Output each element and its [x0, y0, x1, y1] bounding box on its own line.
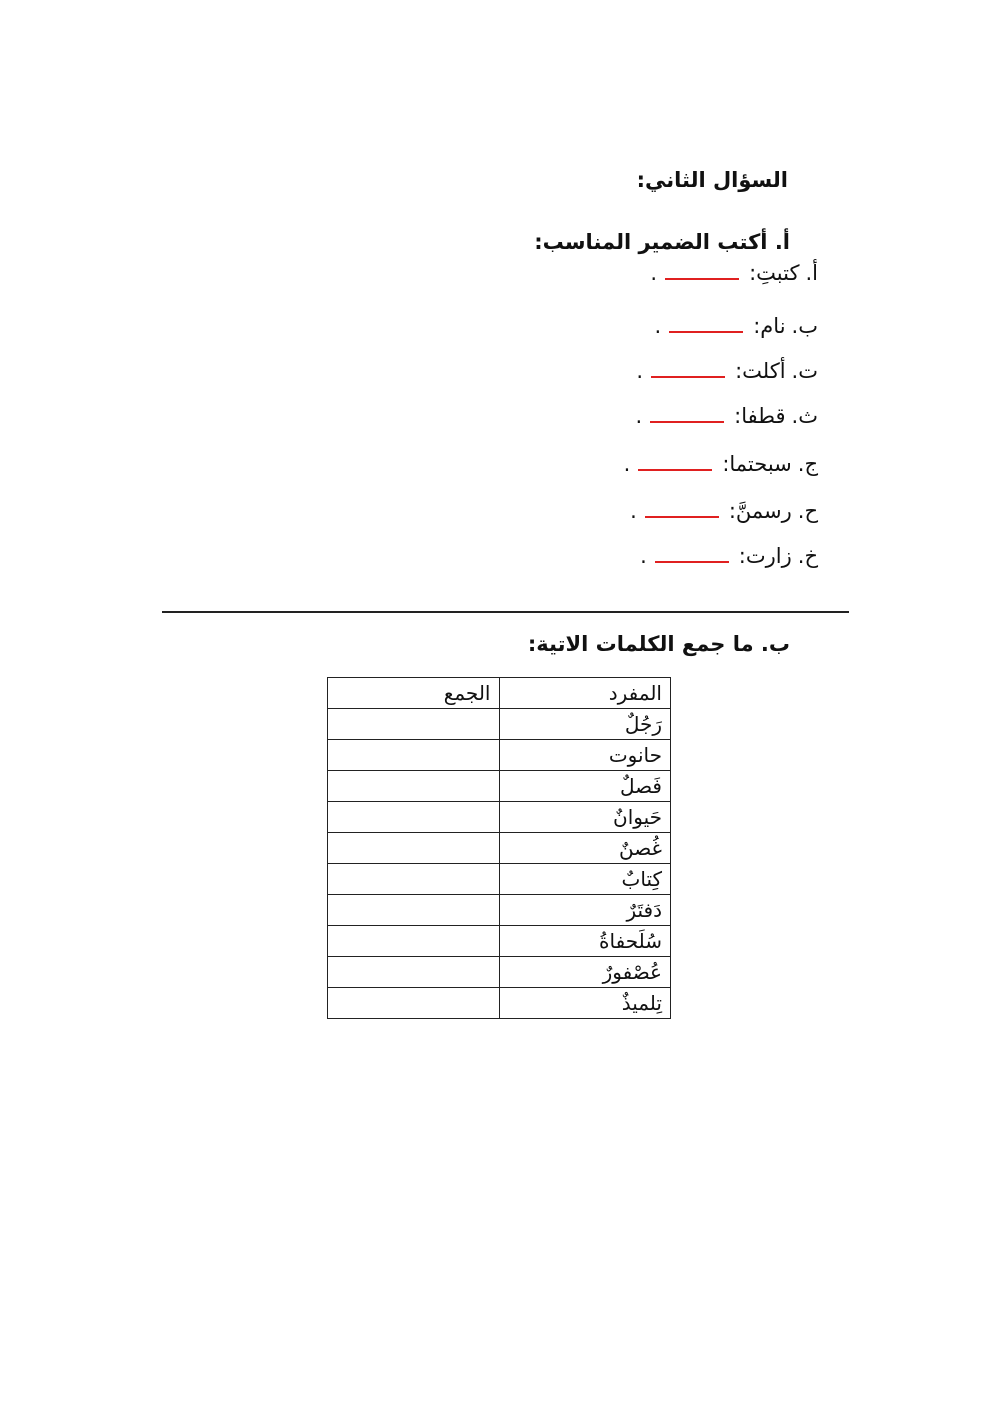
table-row: [328, 802, 671, 833]
answer-blank[interactable]: [665, 258, 739, 280]
end-mark: .: [630, 499, 637, 523]
item-prefix: خ.: [797, 544, 818, 568]
singular-cell: غُصنٌ: [499, 833, 671, 864]
plural-answer-cell[interactable]: [328, 926, 500, 957]
table-body: [328, 709, 671, 1019]
end-mark: .: [636, 359, 644, 383]
plural-answer-cell[interactable]: [328, 864, 500, 895]
plural-answer-cell[interactable]: [328, 709, 500, 740]
table-row: [328, 895, 671, 926]
plural-answer-cell[interactable]: [328, 740, 500, 771]
singular-cell: كِتابٌ: [499, 864, 671, 895]
question-title: السؤال الثاني:: [636, 168, 788, 192]
plural-answer-cell[interactable]: [328, 833, 500, 864]
item-word: قطفا:: [734, 404, 786, 428]
answer-blank[interactable]: [638, 449, 712, 471]
end-mark: .: [640, 544, 647, 568]
answer-blank[interactable]: [651, 356, 725, 378]
end-mark: .: [650, 261, 658, 285]
answer-blank[interactable]: [669, 311, 743, 333]
exercise-item: [624, 449, 818, 476]
singular-cell: دَفتَرٌ: [499, 895, 671, 926]
table-row: [328, 957, 671, 988]
exercise-item: [630, 496, 818, 523]
answer-blank[interactable]: [655, 541, 729, 563]
answer-blank[interactable]: [650, 401, 724, 423]
singular-cell: عُصْفورٌ: [499, 957, 671, 988]
section-a-heading: أ. أكتب الضمير المناسب:: [534, 230, 790, 254]
item-word: أكلت:: [735, 359, 786, 383]
exercise-item: [640, 541, 818, 568]
table-row: [328, 771, 671, 802]
plural-answer-cell[interactable]: [328, 988, 500, 1019]
section-divider: [162, 611, 849, 613]
plural-answer-cell[interactable]: [328, 957, 500, 988]
table-header-row: [328, 678, 671, 709]
exercise-item: [655, 311, 818, 338]
table-row: [328, 988, 671, 1019]
end-mark: .: [623, 452, 631, 476]
table-row: [328, 926, 671, 957]
section-b-heading: ب. ما جمع الكلمات الاتية:: [527, 632, 790, 656]
item-word: كتبتِ:: [749, 261, 800, 285]
exercise-item: [635, 401, 818, 428]
item-word: زارت:: [738, 544, 792, 568]
table-row: [328, 833, 671, 864]
end-mark: .: [635, 404, 643, 428]
singular-cell: سُلَحفاةُ: [499, 926, 671, 957]
exercise-item: [650, 258, 818, 285]
item-word: نام:: [753, 314, 786, 338]
item-word: سبحتما:: [722, 452, 792, 476]
header-singular: المفرد: [499, 678, 671, 709]
singular-cell: تِلميذٌ: [499, 988, 671, 1019]
item-prefix: ج.: [797, 452, 818, 476]
table-row: [328, 709, 671, 740]
item-prefix: ب.: [791, 314, 818, 338]
item-prefix: ث.: [791, 404, 818, 428]
answer-blank[interactable]: [645, 496, 719, 518]
header-plural: الجمع: [328, 678, 500, 709]
item-prefix: أ.: [805, 261, 818, 285]
singular-cell: رَجُلٌ: [499, 709, 671, 740]
item-prefix: ت.: [791, 359, 818, 383]
exercise-item: [636, 356, 818, 383]
plural-answer-cell[interactable]: [328, 802, 500, 833]
plural-answer-cell[interactable]: [328, 771, 500, 802]
table-row: [328, 864, 671, 895]
plural-answer-cell[interactable]: [328, 895, 500, 926]
item-prefix: ح.: [797, 499, 818, 523]
singular-cell: حانوت: [499, 740, 671, 771]
singular-cell: حَيوانٌ: [499, 802, 671, 833]
end-mark: .: [654, 314, 662, 338]
table-row: [328, 740, 671, 771]
plural-table: [327, 677, 671, 1019]
singular-cell: فَصلٌ: [499, 771, 671, 802]
item-word: رسمنَّ:: [728, 499, 792, 523]
